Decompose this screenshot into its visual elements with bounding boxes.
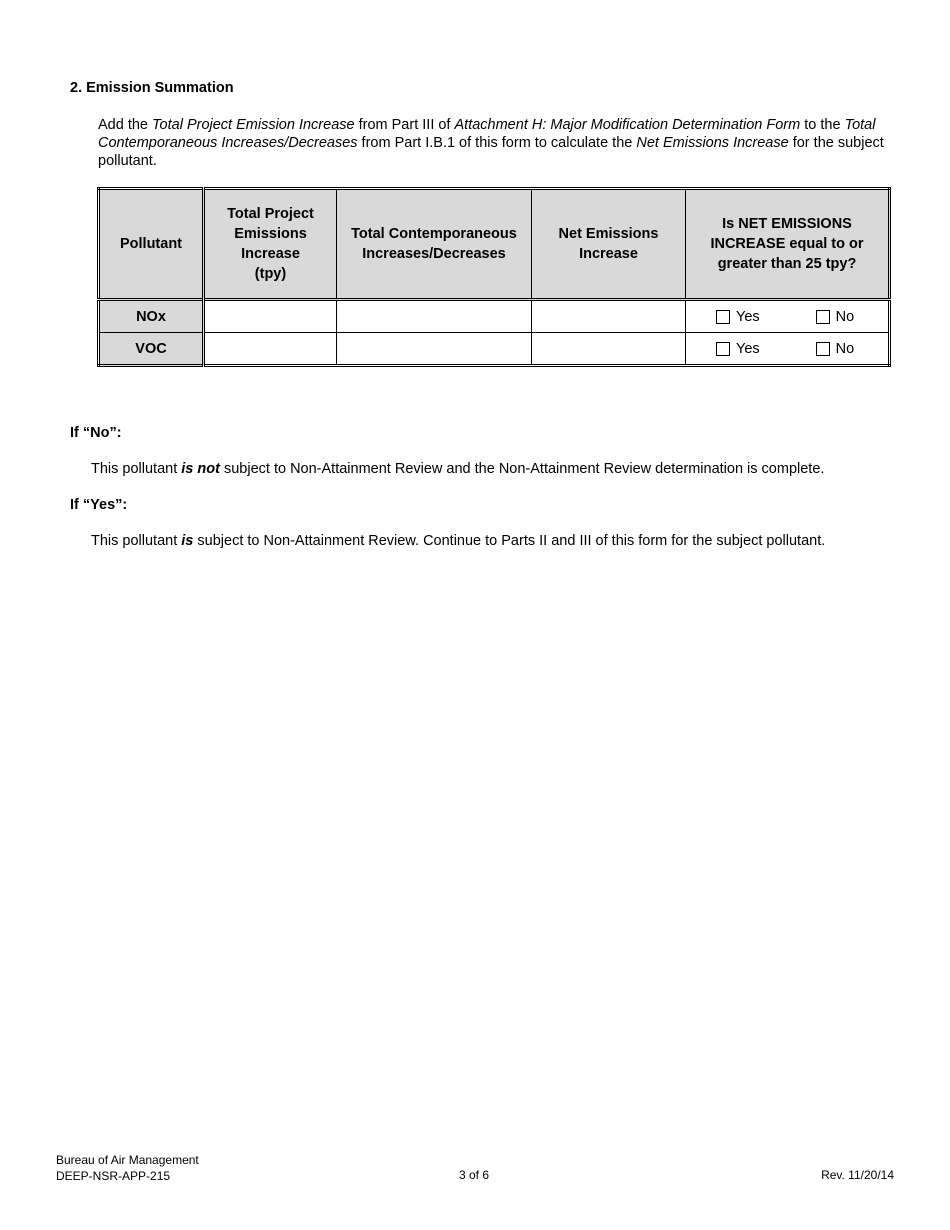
footer-form-id: DEEP-NSR-APP-215 bbox=[56, 1169, 171, 1183]
if-no-text-part: subject to Non-Attainment Review and the Non-Attainment Review determination is complete. bbox=[219, 461, 825, 477]
yes-checkbox[interactable] bbox=[716, 342, 730, 356]
header-contemporaneous bbox=[337, 189, 532, 300]
if-yes-emphasis: is bbox=[181, 533, 194, 549]
yes-label: Yes bbox=[736, 340, 760, 357]
header-label: Emissions bbox=[234, 226, 307, 242]
header-threshold-question bbox=[686, 189, 890, 300]
no-label: No bbox=[835, 340, 855, 357]
footer-revision: Rev. 11/20/14 bbox=[821, 1168, 894, 1182]
if-yes-text-part: subject to Non-Attainment Review. Continue to Parts II and III of this form for the subject pollutant. bbox=[193, 533, 826, 549]
contemporaneous-input[interactable] bbox=[337, 300, 532, 333]
header-label: Net Emissions bbox=[558, 226, 659, 242]
yes-no-group bbox=[686, 341, 888, 357]
header-label: Total Contemporaneous bbox=[351, 226, 517, 242]
header-label: Increases/Decreases bbox=[362, 246, 506, 262]
no-option[interactable] bbox=[816, 309, 855, 325]
table-row-voc bbox=[99, 333, 890, 366]
total-project-input[interactable] bbox=[204, 300, 337, 333]
intro-emphasis: Total Contemporaneous Increases/Decreases bbox=[98, 117, 876, 151]
intro-text: to the bbox=[800, 117, 845, 133]
header-pollutant bbox=[99, 189, 204, 300]
no-checkbox[interactable] bbox=[816, 342, 830, 356]
yes-no-group bbox=[686, 309, 888, 325]
header-label: Increase bbox=[579, 246, 638, 262]
intro-text: from Part III of bbox=[354, 117, 455, 133]
header-label: Increase bbox=[241, 246, 300, 262]
yes-option[interactable] bbox=[716, 309, 760, 325]
footer-left bbox=[56, 1152, 199, 1184]
if-yes-text bbox=[91, 533, 825, 549]
yes-checkbox[interactable] bbox=[716, 310, 730, 324]
header-label: (tpy) bbox=[254, 266, 287, 282]
total-project-input[interactable] bbox=[204, 333, 337, 366]
intro-text: Add the bbox=[98, 117, 153, 133]
threshold-answer-cell bbox=[686, 300, 890, 333]
no-checkbox[interactable] bbox=[816, 310, 830, 324]
table-header-row bbox=[99, 189, 890, 300]
intro-text: for the subject pollutant. bbox=[98, 135, 884, 169]
net-emissions-input[interactable] bbox=[532, 333, 686, 366]
net-emissions-input[interactable] bbox=[532, 300, 686, 333]
intro-paragraph bbox=[98, 116, 904, 170]
header-label: INCREASE equal to or bbox=[710, 236, 864, 252]
intro-text: from Part I.B.1 of this form to calculate the bbox=[357, 135, 637, 151]
section-title: 2. Emission Summation bbox=[70, 80, 234, 96]
if-no-heading: If “No”: bbox=[70, 425, 122, 441]
if-yes-heading: If “Yes”: bbox=[70, 497, 128, 513]
header-net-emissions bbox=[532, 189, 686, 300]
threshold-answer-cell bbox=[686, 333, 890, 366]
intro-emphasis: Net Emissions Increase bbox=[636, 135, 789, 151]
if-no-text bbox=[91, 461, 824, 477]
pollutant-cell: VOC bbox=[99, 333, 204, 366]
footer-page-number: 3 of 6 bbox=[459, 1168, 490, 1182]
intro-emphasis: Total Project Emission Increase bbox=[152, 117, 355, 133]
emission-summation-table bbox=[97, 187, 891, 367]
header-label: Pollutant bbox=[119, 236, 183, 252]
yes-label: Yes bbox=[736, 308, 760, 325]
contemporaneous-input[interactable] bbox=[337, 333, 532, 366]
header-total-project bbox=[204, 189, 337, 300]
pollutant-cell: NOx bbox=[99, 300, 204, 333]
header-label: Total Project bbox=[227, 206, 314, 222]
if-yes-text-part: This pollutant bbox=[91, 533, 182, 549]
if-no-text-part: This pollutant bbox=[91, 461, 182, 477]
header-label: Is NET EMISSIONS bbox=[722, 216, 852, 232]
if-no-emphasis: is not bbox=[181, 461, 220, 477]
no-label: No bbox=[835, 308, 855, 325]
intro-emphasis: Attachment H: Major Modification Determination Form bbox=[454, 117, 801, 133]
footer-bureau: Bureau of Air Management bbox=[56, 1153, 199, 1167]
table-row-nox bbox=[99, 300, 890, 333]
yes-option[interactable] bbox=[716, 341, 760, 357]
no-option[interactable] bbox=[816, 341, 855, 357]
header-label: greater than 25 tpy? bbox=[717, 256, 857, 272]
